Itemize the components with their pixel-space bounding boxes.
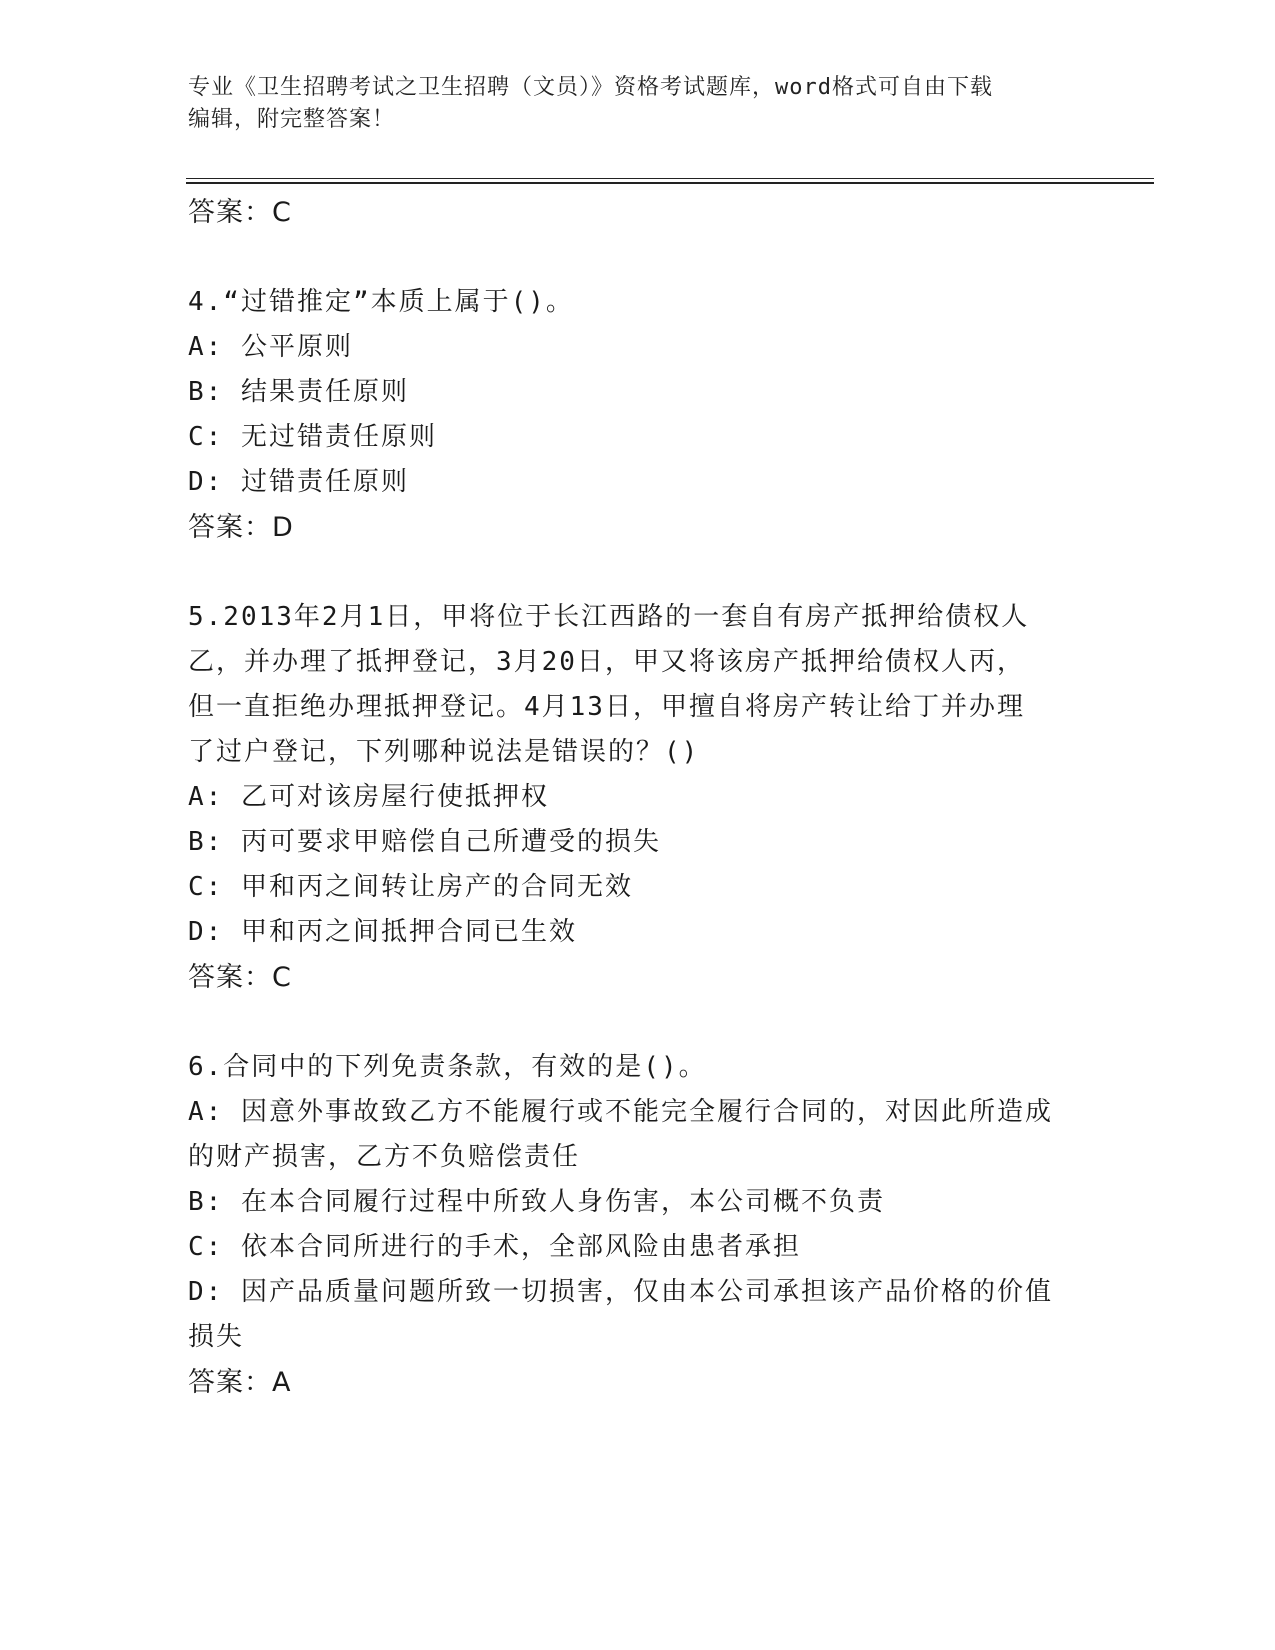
answer-previous: 答案：C	[188, 197, 292, 228]
question-5	[188, 595, 1088, 1000]
option-a: A: 乙可对该房屋行使抵押权	[188, 782, 549, 812]
document-header	[188, 72, 1088, 136]
document-body	[188, 190, 1088, 1405]
option-d: D: 甲和丙之间抵押合同已生效	[188, 917, 577, 947]
option-c: C: 无过错责任原则	[188, 422, 437, 452]
option-b: B: 结果责任原则	[188, 377, 409, 407]
question-stem-line: 但一直拒绝办理抵押登记。4月13日，甲擅自将房产转让给丁并办理	[188, 692, 1025, 722]
option-d-line: D: 因产品质量问题所致一切损害，仅由本公司承担该产品价格的价值	[188, 1277, 1053, 1307]
option-d-line: 损失	[188, 1322, 245, 1352]
option-b: B: 在本合同履行过程中所致人身伤害，本公司概不负责	[188, 1187, 885, 1217]
option-a: A: 公平原则	[188, 332, 353, 362]
question-stem-line: 了过户登记，下列哪种说法是错误的？()	[188, 737, 700, 767]
option-c: C: 甲和丙之间转让房产的合同无效	[188, 872, 633, 902]
option-c: C: 依本合同所进行的手术，全部风险由患者承担	[188, 1232, 801, 1262]
header-line-1: 专业《卫生招聘考试之卫生招聘（文员）》资格考试题库，word格式可自由下载	[188, 75, 993, 100]
header-line-2: 编辑，附完整答案！	[188, 107, 396, 132]
spacer	[188, 235, 1088, 280]
answer: 答案：D	[188, 512, 294, 543]
option-d: D: 过错责任原则	[188, 467, 409, 497]
answer: 答案：A	[188, 1367, 292, 1398]
question-stem: 6.合同中的下列免责条款，有效的是()。	[188, 1052, 707, 1082]
header-divider-thick	[186, 182, 1154, 184]
question-stem-line: 5.2013年2月1日，甲将位于长江西路的一套自有房产抵押给债权人	[188, 602, 1030, 632]
spacer	[188, 550, 1088, 595]
header-divider-thin	[186, 178, 1154, 179]
question-stem: 4.“过错推定”本质上属于()。	[188, 287, 574, 317]
question-stem-line: 乙，并办理了抵押登记，3月20日，甲又将该房产抵押给债权人丙，	[188, 647, 1025, 677]
option-b: B: 丙可要求甲赔偿自己所遭受的损失	[188, 827, 661, 857]
question-6	[188, 1045, 1088, 1405]
option-a-line: A: 因意外事故致乙方不能履行或不能完全履行合同的，对因此所造成	[188, 1097, 1053, 1127]
question-4	[188, 280, 1088, 550]
answer: 答案：C	[188, 962, 292, 993]
spacer	[188, 1000, 1088, 1045]
option-a-line: 的财产损害，乙方不负赔偿责任	[188, 1142, 581, 1172]
